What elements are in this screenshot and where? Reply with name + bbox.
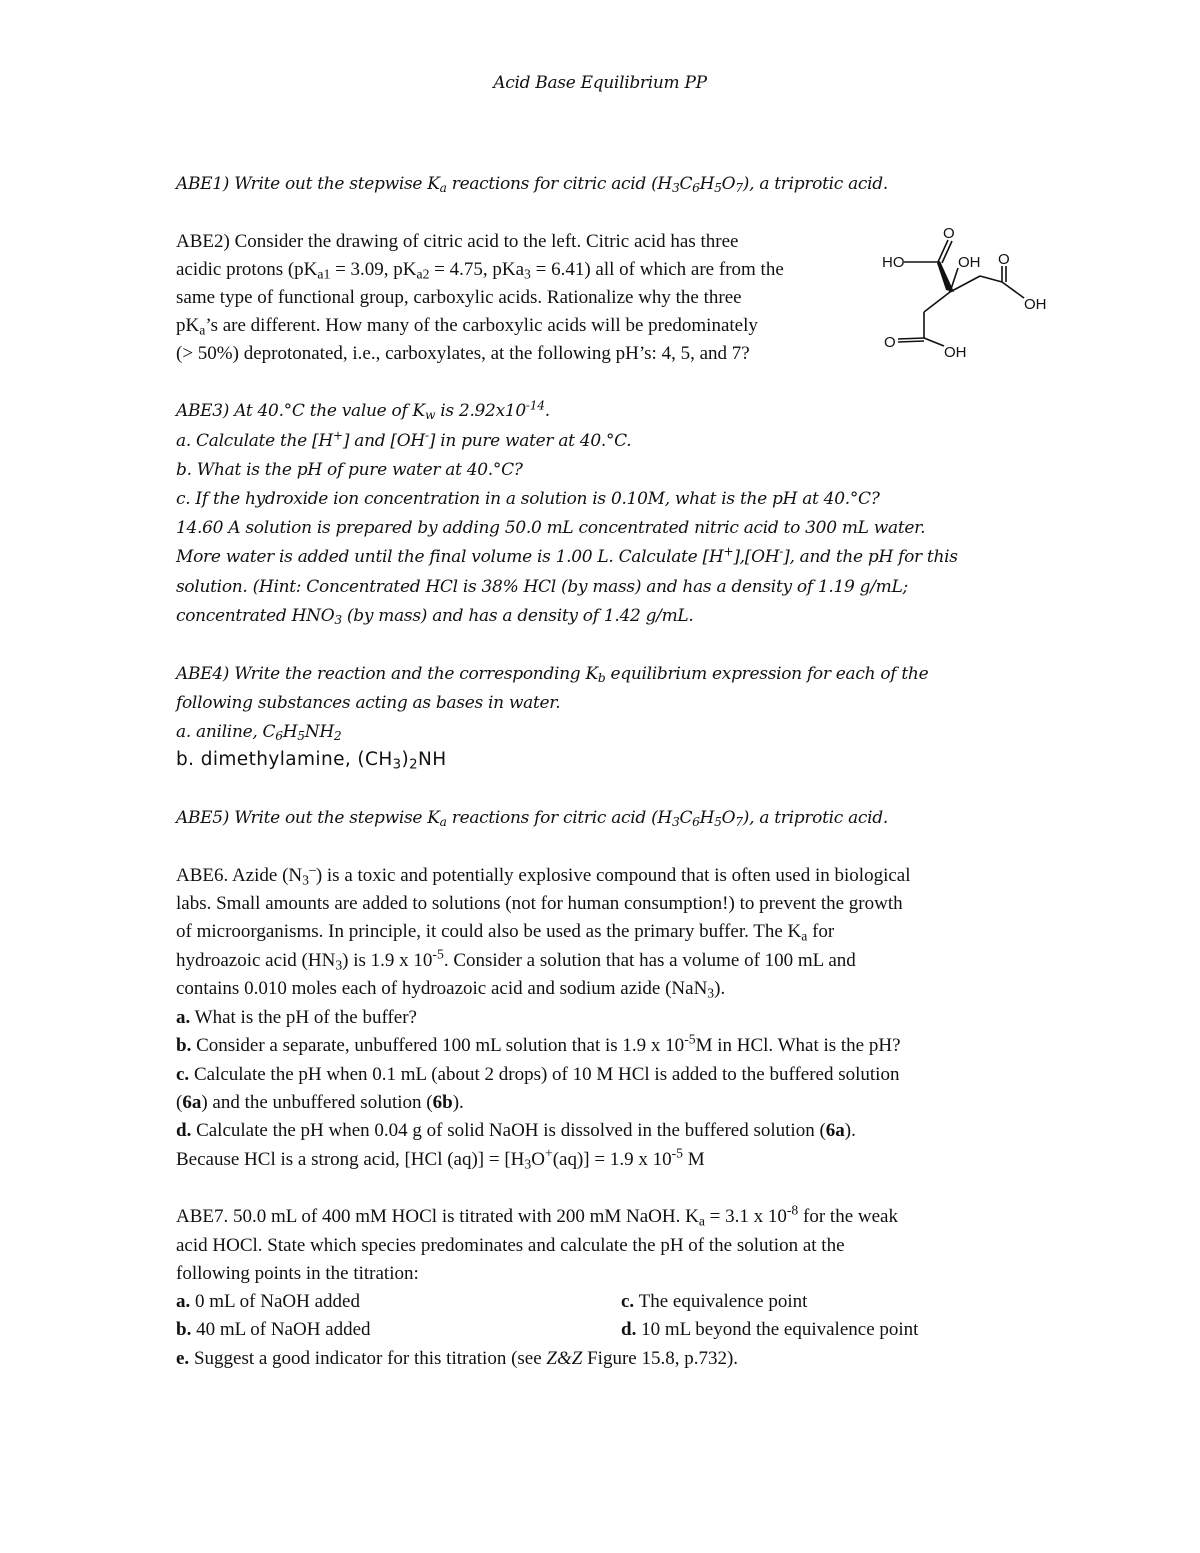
abe4-part-a [176,719,341,745]
text-run: e. [176,1348,190,1369]
text-run: 6a [182,1092,202,1113]
page-title: Acid Base Equilibrium PP [493,73,707,93]
text-run: O [531,1149,545,1170]
text-run: H [699,808,715,828]
hydroxyl-label-center: OH [958,254,981,271]
text-run: 10 mL beyond the equivalence point [636,1319,919,1340]
abe4-line-1 [176,661,928,687]
subscript: w [424,408,436,423]
subscript: 2 [409,757,419,773]
superscript: -8 [786,1202,799,1218]
subscript: 3 [524,1156,532,1172]
subscript: 5 [714,815,722,830]
subscript: a [439,181,447,196]
text-run: = 3.09, pK [330,259,417,280]
text-run: for the weak [798,1206,898,1227]
text-run: H [699,174,715,194]
abe2-line-5: (> 50%) deprotonated, i.e., carboxylates, at the following pH’s: 4, 5, and 7? [176,343,750,364]
subscript: a [199,322,206,338]
text-run: M in HCl. What is the pH? [695,1035,901,1056]
subscript: a [439,815,447,830]
text-run: (aq)] = 1.9 x 10 [552,1149,672,1170]
text-run: 0 mL of NaOH added [190,1291,360,1312]
text-run: ],[OH [733,547,780,567]
abe1-question [176,171,888,197]
text-run: 6b [432,1092,453,1113]
text-run [176,863,911,889]
text-run: ’s are different. How many of the carboxylic acids will be predominately [205,315,758,336]
subscript: a1 [317,266,331,282]
abe7-line-1 [176,1204,898,1230]
abe5-question [176,805,888,831]
text-run: Calculate the pH when 0.1 mL (about 2 drops) of 10 M HCl is added to the buffered solution [189,1064,900,1085]
subscript: 3 [671,181,680,196]
text-run: a. aniline, C [176,722,276,742]
text-run: ). [844,1120,856,1141]
abe6-line-2: labs. Small amounts are added to solutions (not for human consumption!) to prevent the growth [176,893,903,914]
text-run: = 4.75, pKa [429,259,525,280]
superscript: + [332,428,343,443]
text-run: Because HCl is a strong acid, [HCl (aq)] = [H [176,1149,525,1170]
text-run: O [721,174,736,194]
superscript: + [723,544,734,559]
text-run: pK [176,315,200,336]
abe6-part-c [176,1062,899,1088]
abe2-line-4 [176,313,758,339]
text-run: c. [621,1291,635,1312]
text-run: Consider a separate, unbuffered 100 mL solution that is 1.9 x 10 [191,1035,685,1056]
ho-label: HO [882,254,905,271]
text-run: H [282,722,298,742]
text-run: d. [621,1319,637,1340]
text-run: is 2.92x10 [435,401,526,421]
text-run: equilibrium expression for each of the [605,664,929,684]
text-run: NH [304,722,334,742]
subscript: 6 [692,815,700,830]
text-run: = 6.41) all of which are from the [530,259,784,280]
subscript: 5 [714,181,722,196]
citric-acid-structure [880,222,1080,367]
subscript: 3 [524,266,531,282]
text-run: ABE6. Azide (N [176,865,303,886]
superscript: -5 [432,946,444,962]
abe3-problem-line-2 [176,544,958,570]
oxygen-label-bottom: O [884,334,896,351]
text-run: ( [176,1092,183,1113]
text-run: More water is added until the final volume is 1.00 L. Calculate [H [176,547,724,567]
text-run: ABE7. 50.0 mL of 400 mM HOCl is titrated with 200 mM NaOH. K [176,1206,699,1227]
subscript: 2 [333,729,342,744]
text-run: Calculate the pH when 0.04 g of solid NaOH is dissolved in the buffered solution ( [191,1120,826,1141]
subscript: 3 [671,815,680,830]
hydroxyl-label-right: OH [1024,296,1047,313]
abe6-line-4 [176,948,856,974]
text-run: NH [418,749,447,770]
text-run: concentrated HNO [176,606,335,626]
text-run: ABE4) Write the reaction and the corresponding K [176,664,598,684]
abe6-part-a [176,1005,417,1031]
text-run: C [679,174,693,194]
abe2-line-2 [176,257,784,283]
text-run: a. [176,1007,191,1028]
subscript: 6 [692,181,700,196]
text-run: for [807,921,835,942]
text-run: (by mass) and has a density of 1.42 g/mL. [341,606,694,626]
text-run: contains 0.010 moles each of hydroazoic acid and sodium azide (NaN [176,978,708,999]
superscript: -14 [525,398,545,413]
superscript: - [779,544,784,559]
abe2-line-3: same type of functional group, carboxylic acids. Rationalize why the three [176,287,742,308]
text-run: ). [452,1092,464,1113]
oxygen-label-top: O [943,225,955,242]
abe7-part-a [176,1289,360,1315]
abe7-line-3: following points in the titration: [176,1263,419,1284]
subscript: 5 [297,729,305,744]
abe6-part-d [176,1118,856,1144]
text-run: ) is 1.9 x 10 [342,950,433,971]
abe4-part-b [176,747,447,773]
text-run: ABE5) Write out the stepwise K [176,808,440,828]
abe7-part-e [176,1346,738,1372]
abe3-part-c: c. If the hydroxide ion concentration in a solution is 0.10M, what is the pH at 40.°C? [176,489,880,509]
abe6-part-b [176,1033,901,1059]
superscript: + [544,1145,553,1161]
text-run: ABE1) Write out the stepwise K [176,174,440,194]
text-run: ) and the unbuffered solution ( [201,1092,433,1113]
text-run: Z&Z [546,1348,583,1369]
abe6-note [176,1147,705,1173]
subscript: 3 [302,872,309,888]
text-run: = 3.1 x 10 [704,1206,787,1227]
abe2-line-1: ABE2) Consider the drawing of citric acid to the left. Citric acid has three [176,231,739,252]
subscript: a [698,1213,705,1229]
abe3-problem-line-3: solution. (Hint: Concentrated HCl is 38% HCl (by mass) and has a density of 1.19 g/mL; [176,577,908,597]
text-run: 6a [825,1120,845,1141]
abe4-line-2: following substances acting as bases in water. [176,693,561,713]
superscript: -5 [684,1031,696,1047]
abe6-line-1 [176,863,1022,889]
text-run: . Consider a solution that has a volume of 100 mL and [443,950,856,971]
hydroxyl-label-bottom: OH [944,344,967,361]
abe6-line-3 [176,919,834,945]
superscript: – [308,861,316,877]
text-run: reactions for citric acid (H [446,174,672,194]
superscript: -5 [671,1145,683,1161]
text-run: What is the pH of the buffer? [190,1007,417,1028]
text-run: of microorganisms. In principle, it could also be used as the primary buffer. The K [176,921,802,942]
subscript: b [597,671,606,686]
subscript: 3 [707,985,715,1001]
abe3-part-a [176,428,631,454]
subscript: 3 [334,613,342,628]
text-run: hydroazoic acid (HN [176,950,336,971]
abe7-part-b [176,1317,371,1343]
text-run: ], and the pH for this [783,547,958,567]
subscript: 3 [392,757,402,773]
text-run: ) is a toxic and potentially explosive compound that is often used in biological [315,865,911,886]
text-run: Suggest a good indicator for this titration (see [189,1348,547,1369]
text-run: 40 mL of NaOH added [191,1319,371,1340]
text-run: b. [176,1035,192,1056]
text-run: acidic protons (pK [176,259,318,280]
abe6-part-c-continued [176,1090,464,1116]
text-run: ). [714,978,726,999]
text-run: O [721,808,736,828]
subscript: a2 [416,266,430,282]
text-run: The equivalence point [634,1291,808,1312]
text-run: a. [176,1291,191,1312]
oxygen-label-right: O [998,251,1010,268]
text-run: ), a triprotic acid. [742,174,888,194]
text-run: Figure 15.8, p.732). [582,1348,739,1369]
subscript: 3 [335,957,343,973]
subscript: a [801,928,808,944]
text-run: ) [401,749,410,770]
abe7-line-2: acid HOCl. State which species predominates and calculate the pH of the solution at the [176,1235,845,1256]
subscript: 6 [275,729,283,744]
text-run: c. [176,1064,190,1085]
abe6-line-5 [176,976,725,1002]
text-run: ] and [OH [342,431,425,451]
text-run: M [682,1149,705,1170]
text-run: ), a triprotic acid. [742,808,888,828]
abe3-problem-line-1: 14.60 A solution is prepared by adding 50.0 mL concentrated nitric acid to 300 mL water. [176,518,926,538]
text-run: b. dimethylamine, (CH [176,749,393,770]
abe3-part-b: b. What is the pH of pure water at 40.°C? [176,460,523,480]
text-run: . [544,401,550,421]
text-run: b. [176,1319,192,1340]
subscript: 7 [735,181,743,196]
text-run: ABE3) At 40.°C the value of K [176,401,425,421]
abe3-problem-line-4 [176,603,694,629]
text-run: reactions for citric acid (H [446,808,672,828]
subscript: 7 [735,815,743,830]
text-run: a. Calculate the [H [176,431,333,451]
superscript: - [424,428,429,443]
text-run: ] in pure water at 40.°C. [428,431,632,451]
abe3-heading [176,398,550,424]
abe7-part-d [621,1317,918,1343]
text-run: d. [176,1120,192,1141]
text-run: C [679,808,693,828]
abe7-part-c [621,1289,807,1315]
